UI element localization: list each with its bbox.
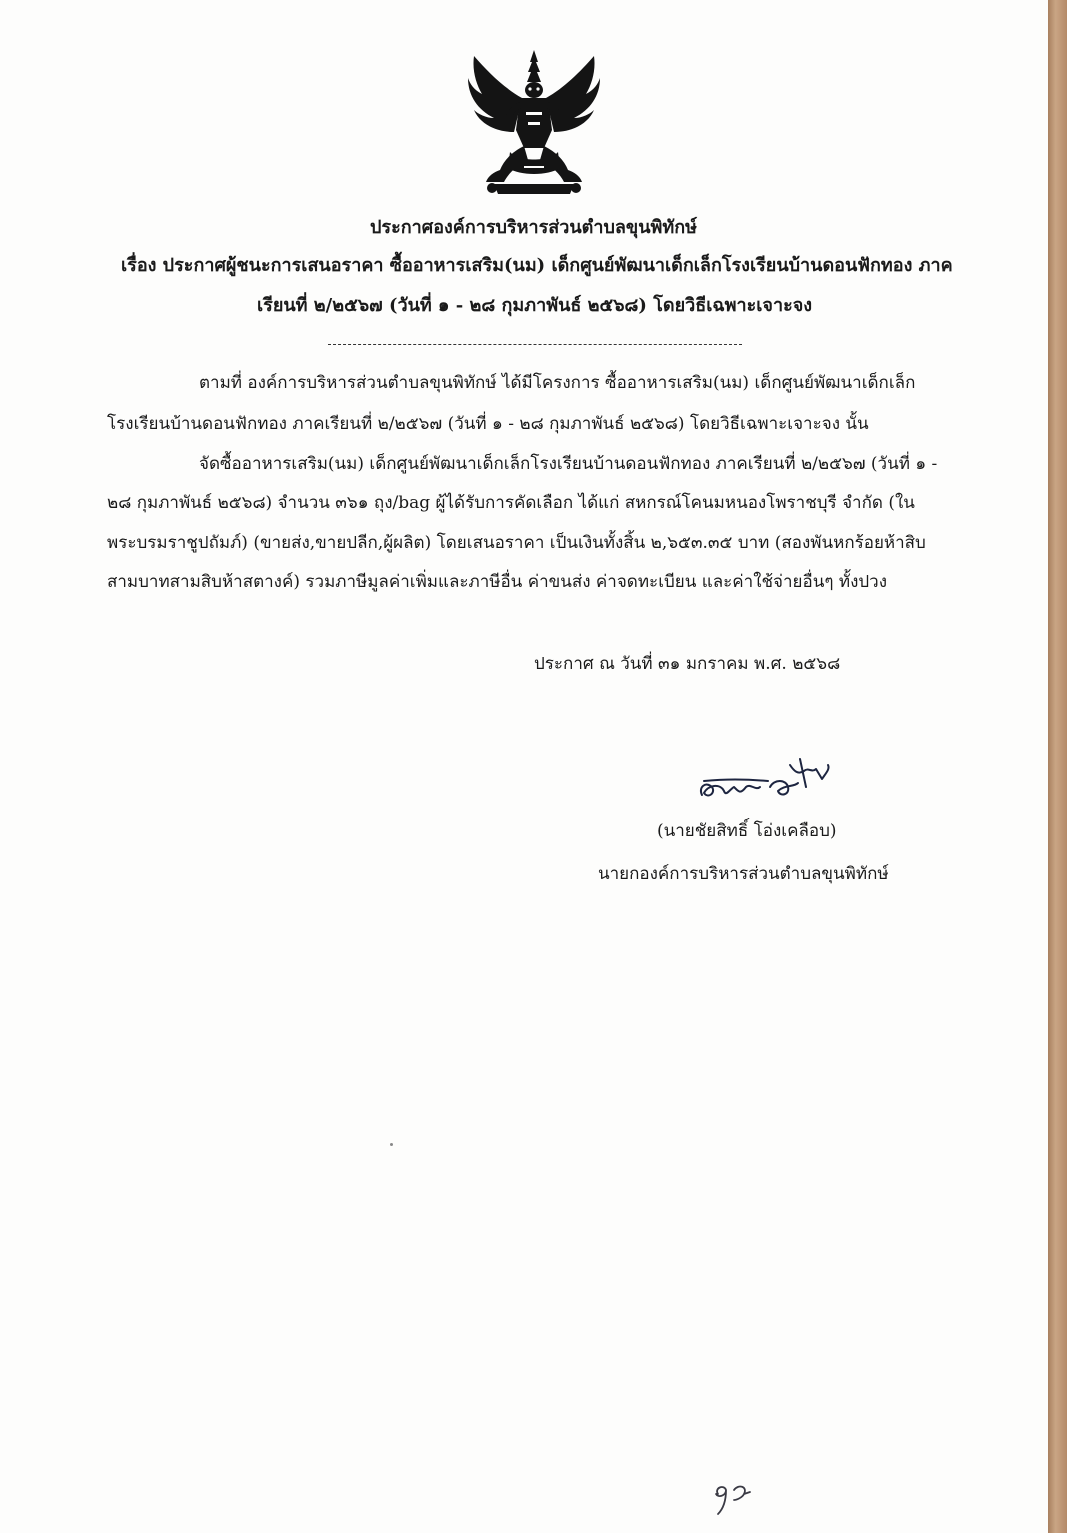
paper-speck (390, 1143, 393, 1146)
paragraph-1-line-1: ตามที่ องค์การบริหารส่วนตำบลขุนพิทักษ์ ได้มีโครงการ ซื้ออาหารเสริม(นม) เด็กศูนย์พัฒนาเด็กเล็ก (199, 373, 916, 393)
paragraph-2-line-3: พระบรมราชูปถัมภ์) (ขายส่ง,ขายปลีก,ผู้ผลิต) โดยเสนอราคา เป็นเงินทั้งสิ้น ๒,๖๕๓.๓๕ บาท (สองพันหกร้อยห้าสิบ (107, 533, 926, 553)
paragraph-2-line-4: สามบาทสามสิบห้าสตางค์) รวมภาษีมูลค่าเพิ่มและภาษีอื่น ค่าขนส่ง ค่าจดทะเบียน และค่าใช้จ่ายอื่นๆ ทั้งปวง (107, 572, 888, 592)
header-divider (328, 344, 742, 345)
subject-line-1: เรื่อง ประกาศผู้ชนะการเสนอราคา ซื้ออาหารเสริม(นม) เด็กศูนย์พัฒนาเด็กเล็กโรงเรียนบ้านดอนฟักทอง ภาค (121, 255, 953, 276)
handwritten-signature (694, 757, 834, 807)
paragraph-1-line-2: โรงเรียนบ้านดอนฟักทอง ภาคเรียนที่ ๒/๒๕๖๗ (วันที่ ๑ - ๒๘ กุมภาพันธ์ ๒๕๖๘) โดยวิธีเฉพาะเจาะจง นั้น (107, 414, 869, 434)
paragraph-2-line-2: ๒๘ กุมภาพันธ์ ๒๕๖๘) จำนวน ๓๖๑ ถุง/bag ผู้ได้รับการคัดเลือก ได้แก่ สหกรณ์โคนมหนองโพราชบุรี จำกัด (ใน (107, 493, 915, 513)
signatory-name: (นายชัยสิทธิ์ โอ่งเคลือบ) (657, 821, 837, 841)
desk-edge (1048, 0, 1067, 1533)
subject-line-2: เรียนที่ ๒/๒๕๖๗ (วันที่ ๑ - ๒๘ กุมภาพันธ์ ๒๕๖๘) โดยวิธีเฉพาะเจาะจง (257, 295, 813, 316)
paragraph-2-line-1: จัดซื้ออาหารเสริม(นม) เด็กศูนย์พัฒนาเด็กเล็กโรงเรียนบ้านดอนฟักทอง ภาคเรียนที่ ๒/๒๕๖๗ (วันที่ ๑ - (199, 454, 938, 474)
garuda-emblem-icon (464, 48, 604, 200)
handwritten-page-number (704, 1478, 764, 1518)
signatory-position: นายกองค์การบริหารส่วนตำบลขุนพิทักษ์ (598, 864, 889, 884)
org-heading: ประกาศองค์การบริหารส่วนตำบลขุนพิทักษ์ (370, 217, 697, 238)
announce-date: ประกาศ ณ วันที่ ๓๑ มกราคม พ.ศ. ๒๕๖๘ (534, 654, 841, 674)
